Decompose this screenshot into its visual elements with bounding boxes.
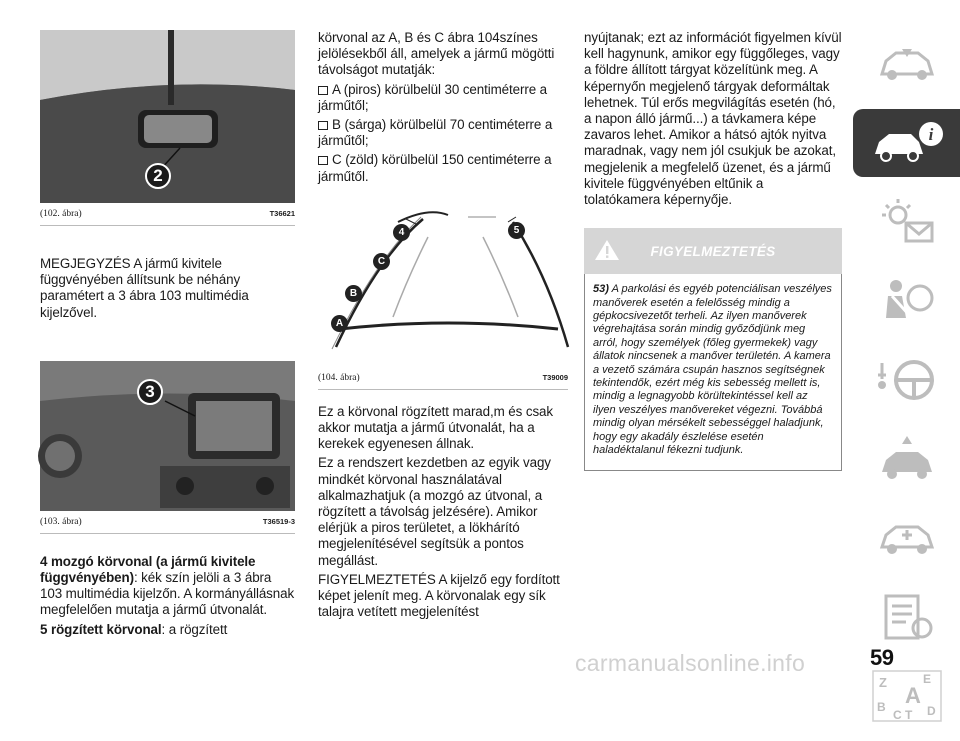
tab-car-info[interactable] [853,109,960,177]
warning-box [584,228,842,470]
steering-start-icon [872,353,942,407]
tab-car-overview[interactable] [853,30,960,98]
svg-text:B: B [876,700,886,714]
tab-technical-data[interactable] [853,583,960,651]
figure-number: (102. ábra) [40,209,82,219]
fixed-line-desc: : a rögzített [161,621,228,637]
bullet-item: A (piros) körülbelül 30 centiméterre a járműtől; [318,81,548,113]
dashboard-photo [40,361,295,511]
car-overview-icon [872,39,942,89]
tab-starting-driving[interactable] [853,346,960,414]
guide-lines-diagram [318,197,568,367]
tab-index[interactable] [853,662,960,730]
moving-line-desc: : kék szín jelöli a 3 ábra 103 multimédia kijelzőn. A kormányállásnak megfelelően mutatja a jármű útvonalát. [40,570,295,618]
bullet-item: C (zöld) körülbelül 150 centiméterre a járműtől. [318,152,552,184]
warning-lights-icon [872,195,942,249]
car-info-icon [867,118,947,168]
warning-body [584,274,842,470]
watermark: carmanualsonline.info [575,650,806,676]
note-paragraph: MEGJEGYZÉS A jármű kivitele függvényében állítsunk be néhány paramétert a 3 ábra 103 multimédia kijelzővel. [40,256,249,320]
caption-104 [318,367,568,390]
tab-safety[interactable] [853,267,960,335]
figure-102 [40,30,295,203]
svg-text:Z: Z [878,675,887,690]
intro-paragraph: körvonal az A, B és C ábra 104színes jelölésekből áll, amelyek a jármű mögötti távolságot mutatják: [318,30,555,78]
caption-102 [40,203,295,226]
paragraph: Ez a körvonal rögzített marad,m és csak akkor mutatja a jármű útvonalát, ha a kerekek egyenesen állnak. [318,403,553,452]
column-left [40,30,295,641]
tab-emergency[interactable] [853,425,960,493]
svg-text:T: T [904,708,912,722]
label-b: B [345,285,362,302]
figure-code: T39009 [542,372,568,382]
svg-text:A: A [904,683,921,708]
warning-text: A parkolási és egyéb potenciálisan veszélyes manőverek esetén a felelősség mindig a gépkocsivezetőt terheli. Az ilyen manőverek végrehajtása során mindig győződjünk meg arról, hogy személyek (főleg gyermekek) vagy állatok nincsenek a manőver területén. A kamera a vezető számára csupán hasznos segítségnek tekintendők, ezért még kis sebesség mellett is, mindig a legnagyobb körültekintéssel kell az ilyen veszélyes manővereket végezni. Továbbá mindig olyan mérsékelt sebességgel haladjunk, hogy egy akadály észlelése esetén haladéktalanul fékezni tudjunk. [593,283,832,457]
figure-code: T36621 [269,209,295,218]
tab-maintenance[interactable] [853,504,960,572]
figure-number: (104. ábra) [318,372,360,383]
figure-103 [40,361,295,511]
svg-text:E: E [922,672,931,686]
fixed-line-paragraph [40,622,295,638]
column-middle [318,30,568,623]
safety-airbag-icon [872,274,942,328]
callout-3: 3 [137,379,163,405]
warning-triangle-icon [594,238,620,262]
svg-text:i: i [928,125,933,144]
figure-number: (103. ábra) [40,516,82,527]
bullet-item: B (sárga) körülbelül 70 centiméterre a járműtől; [318,117,553,149]
fixed-line-term: 5 rögzített körvonal [40,621,162,637]
moving-line-term: 4 mozgó körvonal (a jármű kivitele függvényében) [40,553,256,586]
label-4: 4 [393,224,410,241]
svg-text:D: D [926,704,936,718]
figure-104 [318,197,568,367]
checkbox-bullet-icon [318,121,328,130]
caption-103 [40,511,295,534]
callout-2: 2 [145,163,171,189]
warning-number: 53) [593,283,609,296]
column-right [584,30,842,471]
chapter-tabs [853,30,960,741]
checkbox-bullet-icon [318,86,328,95]
warning-title: FIGYELMEZTETÉS [650,243,776,259]
paragraph: FIGYELMEZTETÉS A kijelző egy fordított képet jelenít meg. A körvonalak egy sík talajra vetített megjelenítést [318,571,560,620]
maintenance-car-icon [872,511,942,565]
figure-code: T36519-3 [262,516,295,526]
page-number: 59 [870,645,894,670]
tab-warning-lights[interactable] [853,188,960,256]
paragraph: Ez a rendszert kezdetben az egyik vagy mindkét körvonal használatával alkalmazhatjuk (a mozgó az útvonal, a rögzített a távolság jelzésére). Amikor elérjük a piros területet, a lökhárító megjelenítésével segítsük a pontos megállást. [318,455,551,568]
label-a: A [331,315,348,332]
label-c: C [373,253,390,270]
svg-text:C: C [892,708,902,722]
technical-data-icon [872,590,942,644]
emergency-car-icon [872,432,942,486]
moving-line-paragraph [40,554,295,619]
checkbox-bullet-icon [318,156,328,165]
warning-header [584,228,842,274]
index-icon [869,667,945,725]
label-5: 5 [508,222,525,239]
paragraph: nyújtanak; ezt az információt figyelmen kívül kell hagynunk, amikor egy függőleges, vagy a földre állított tárgyat közelítünk meg. A képernyőn megjelenő tárgyak deformáltak lehetnek. Túl erős megvilágítás esetén (hó, a napon álló jármű...) a távkamera képe zavaros lehet. Amikor a hátsó ajtók nyitva maradnak, vagy nem jól csukjuk be azokat, megjelenik a megfelelő üzenet, és a jármű kivitele függvényében eltűnik a tolatókamera képernyője. [584,30,842,208]
